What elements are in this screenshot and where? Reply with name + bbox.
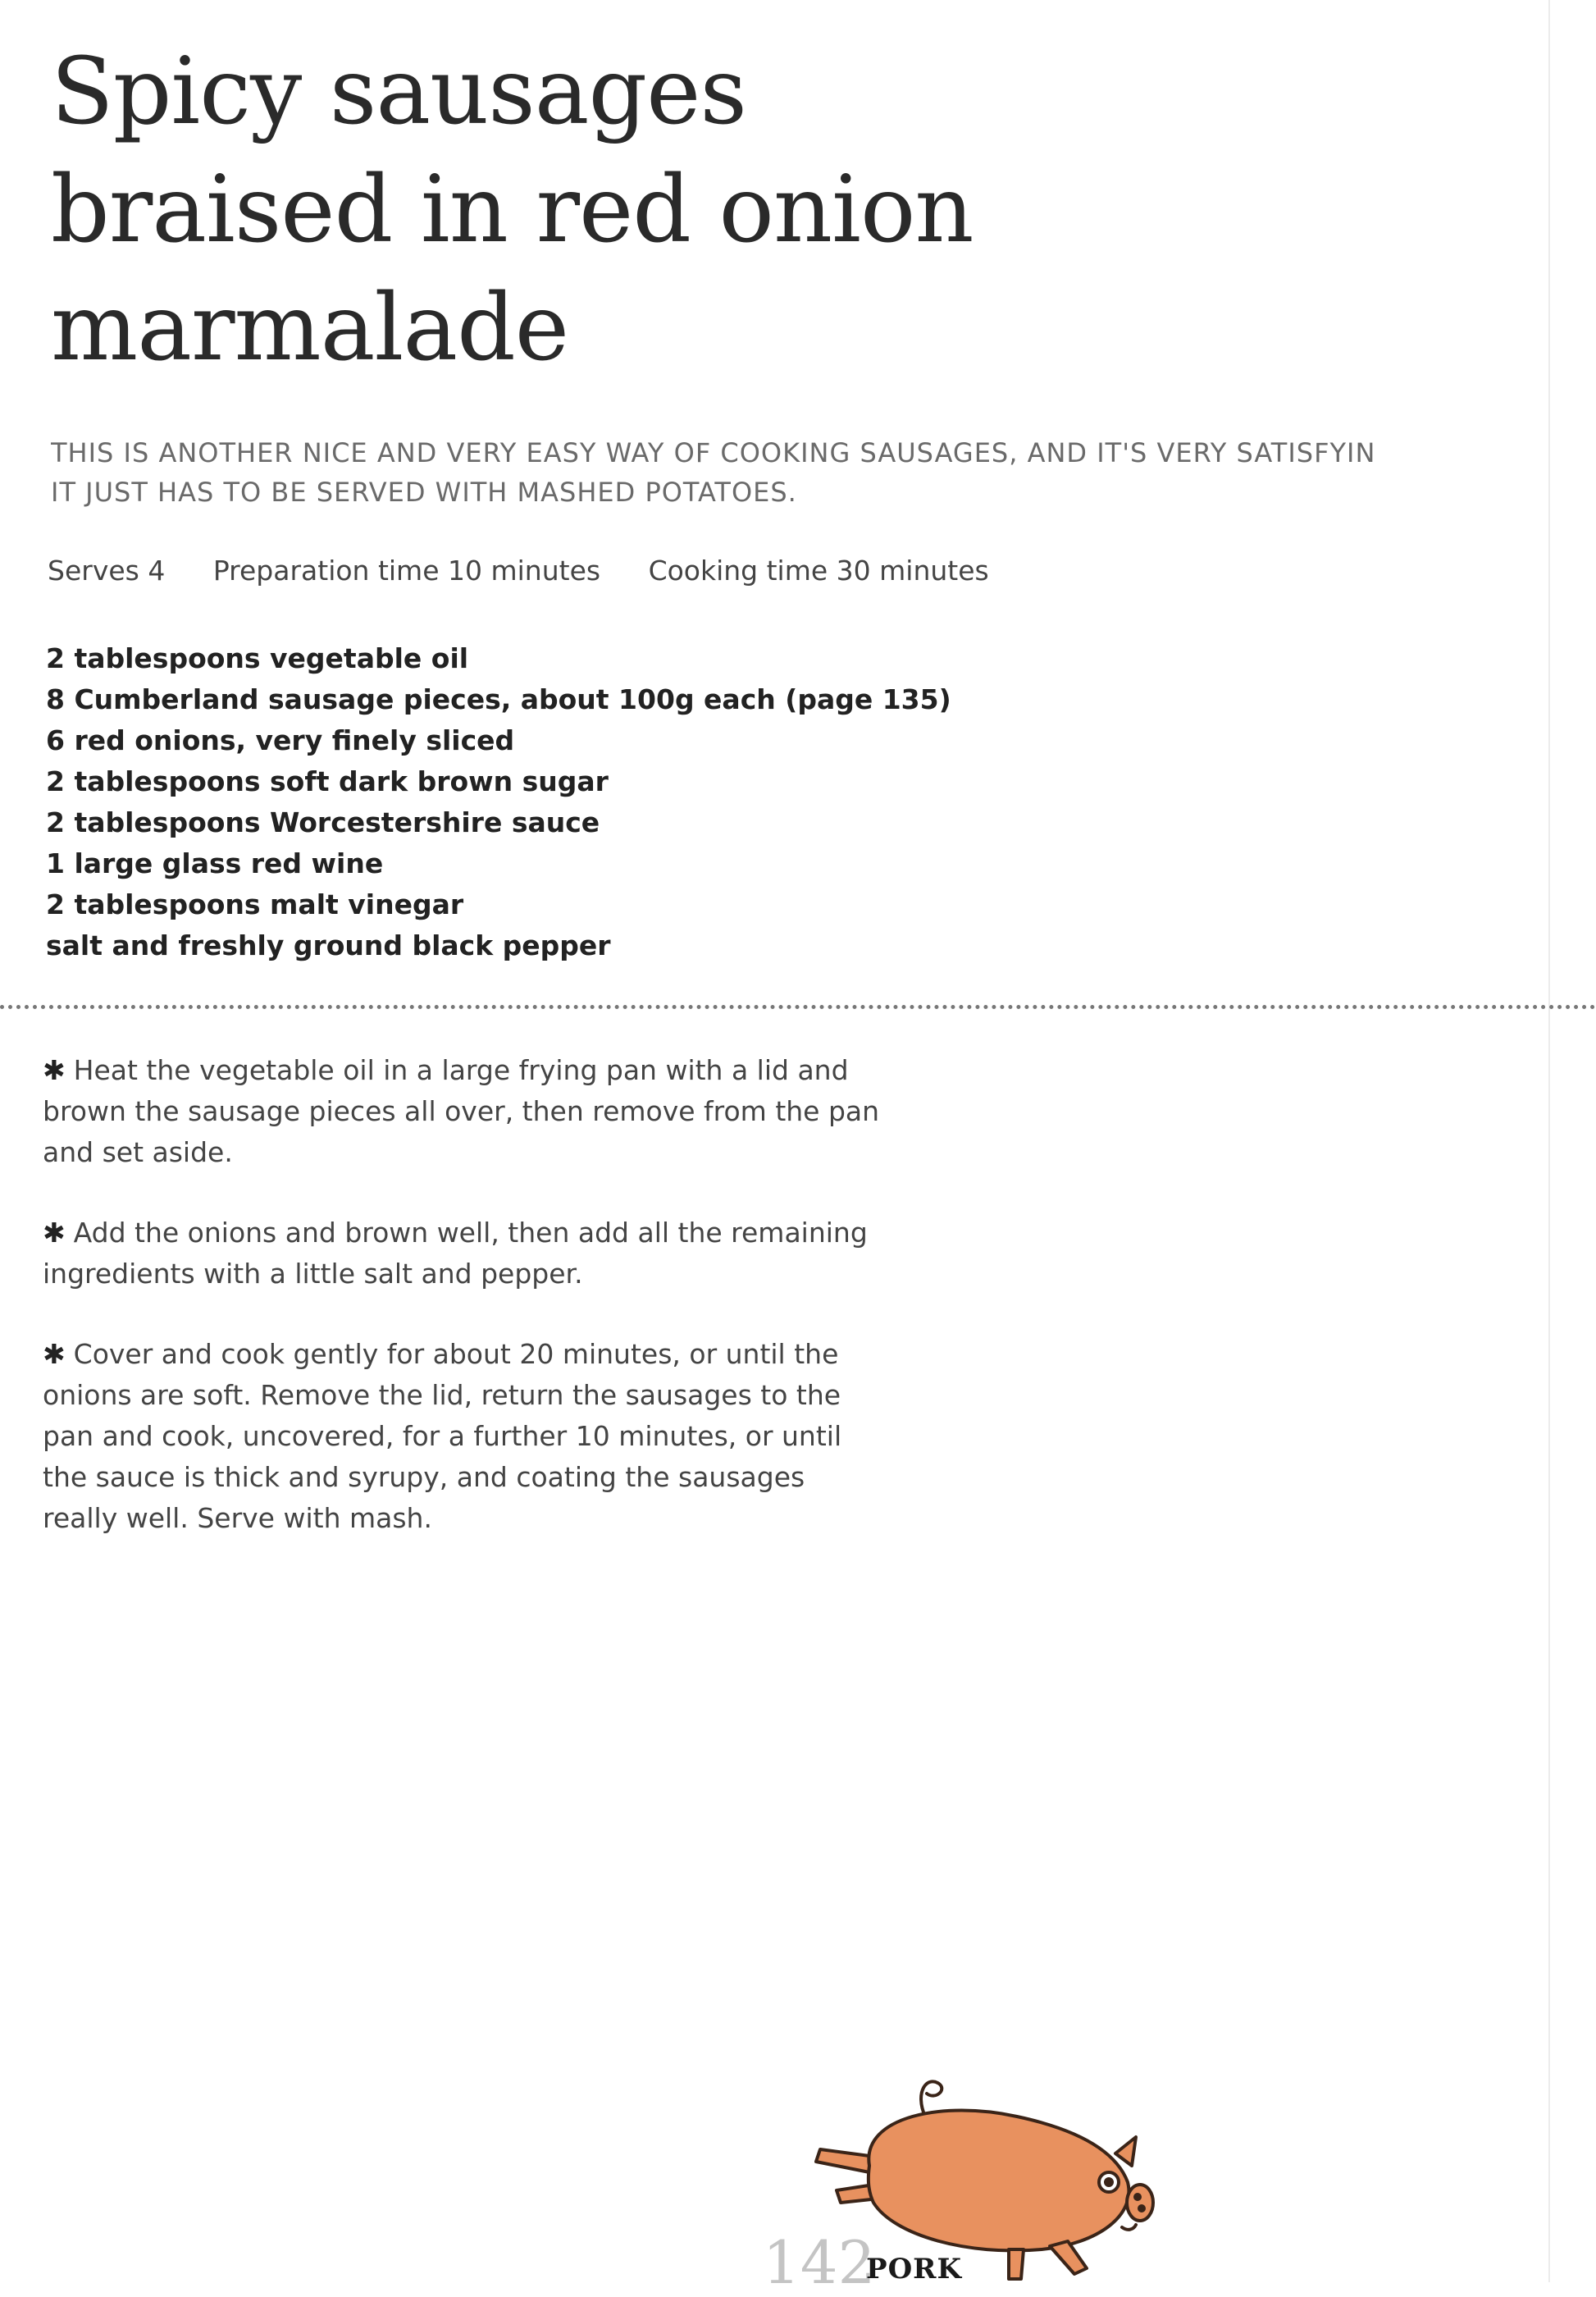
step-line: brown the sausage pieces all over, then remove from the pan	[43, 1095, 880, 1127]
page-number: 142	[763, 2228, 876, 2297]
serves-info: Serves 4	[48, 555, 166, 587]
ingredient-item: 6 red onions, very finely sliced	[46, 724, 515, 756]
pig-nostril	[1135, 2194, 1140, 2199]
pig-mouth	[1122, 2225, 1136, 2230]
pig-nostril	[1139, 2206, 1144, 2211]
ingredient-item: 2 tablespoons vegetable oil	[46, 642, 469, 674]
step-line: and set aside.	[43, 1136, 233, 1168]
step-line: Add the onions and brown well, then add all the remaining	[73, 1217, 868, 1249]
recipe-intro	[51, 433, 1596, 512]
preparation-time: Preparation time 10 minutes	[212, 555, 601, 587]
pig-front-leg	[1050, 2241, 1087, 2274]
step-line: Cover and cook gently for about 20 minutes, or until the	[73, 1338, 839, 1370]
method-step	[43, 1334, 896, 1539]
ingredient-item: 2 tablespoons soft dark brown sugar	[46, 765, 609, 797]
intro-line: THIS IS ANOTHER NICE AND VERY EASY WAY OF COOKING SAUSAGES, AND IT'S VERY SATISFYIN	[51, 437, 1376, 468]
asterisk-icon: ✱	[43, 1338, 66, 1370]
pig-front-leg	[1009, 2249, 1024, 2279]
asterisk-icon: ✱	[43, 1217, 66, 1249]
pig-pupil	[1106, 2179, 1112, 2185]
ingredient-item: 1 large glass red wine	[46, 847, 384, 879]
method-steps	[43, 1050, 896, 1578]
ingredient-item: 8 Cumberland sausage pieces, about 100g each (page 135)	[46, 683, 951, 715]
method-step	[43, 1212, 896, 1295]
ingredient-item: salt and freshly ground black pepper	[46, 929, 611, 961]
page-edge-shadow	[1548, 0, 1550, 2282]
title-line: braised in red onion	[51, 157, 974, 263]
cooking-time: Cooking time 30 minutes	[648, 555, 989, 587]
ingredient-item: 2 tablespoons malt vinegar	[46, 888, 464, 920]
step-line: the sauce is thick and syrupy, and coating the sausages	[43, 1461, 805, 1493]
asterisk-icon: ✱	[43, 1054, 66, 1086]
method-step	[43, 1050, 896, 1173]
ingredient-item: 2 tablespoons Worcestershire sauce	[46, 806, 600, 838]
step-line: ingredients with a little salt and pepper.	[43, 1258, 583, 1290]
dotted-divider	[0, 1005, 1596, 1009]
pig-ear	[1115, 2137, 1136, 2166]
section-label: PORK	[866, 2253, 962, 2286]
step-line: onions are soft. Remove the lid, return the sausages to the	[43, 1379, 841, 1411]
step-line: pan and cook, uncovered, for a further 10 minutes, or until	[43, 1420, 842, 1452]
ingredient-list	[46, 638, 951, 966]
pig-snout	[1127, 2185, 1153, 2221]
recipe-meta	[48, 555, 1028, 587]
intro-line: IT JUST HAS TO BE SERVED WITH MASHED POTATOES.	[51, 477, 797, 508]
step-line: really well. Serve with mash.	[43, 1502, 432, 1534]
title-line: marmalade	[51, 275, 569, 381]
title-line: Spicy sausages	[51, 39, 746, 145]
step-line: Heat the vegetable oil in a large frying pan with a lid and	[73, 1054, 849, 1086]
pig-body	[869, 2111, 1129, 2251]
recipe-title	[51, 33, 1199, 387]
